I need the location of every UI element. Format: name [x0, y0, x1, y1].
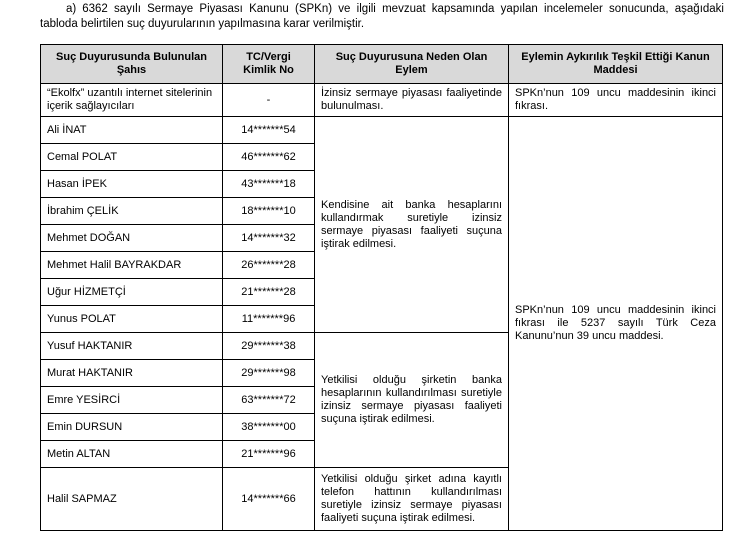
person-name: Mehmet DOĞAN: [41, 225, 223, 252]
header-action: Suç Duyurusuna Neden Olan Eylem: [315, 45, 509, 84]
person-id: 46*******62: [223, 144, 315, 171]
person-name: Metin ALTAN: [41, 441, 223, 468]
person-name: Ali İNAT: [41, 117, 223, 144]
person-id: 18*******10: [223, 198, 315, 225]
header-id: TC/Vergi Kimlik No: [223, 45, 315, 84]
action-cell: Yetkilisi olduğu şirket adına kayıtlı telefon hattının kullandırılması suretiyle izinsiz sermaye piyasası faaliyeti suçuna iştirak edilmesi.: [315, 468, 509, 531]
person-name: Mehmet Halil BAYRAKDAR: [41, 252, 223, 279]
person-id: 14*******54: [223, 117, 315, 144]
table-header-row: [41, 45, 723, 84]
person-name: Emin DURSUN: [41, 414, 223, 441]
person-id: 21*******96: [223, 441, 315, 468]
person-id: 14*******32: [223, 225, 315, 252]
action-cell: Yetkilisi olduğu şirketin banka hesaplarının kullandırılması suretiyle izinsiz sermaye piyasası faaliyeti suçuna iştirak edilmesi.: [315, 333, 509, 468]
person-id: 11*******96: [223, 306, 315, 333]
person-name: Uğur HİZMETÇİ: [41, 279, 223, 306]
person-id: 29*******38: [223, 333, 315, 360]
intro-text: 6362 sayılı Sermaye Piyasası Kanunu (SPKn) ve ilgili mevzuat kapsamında yapılan incelemeler sonucunda, aşağıdaki tabloda belirtilen suç duyurularının yapılmasına karar verilmiştir.: [40, 3, 724, 30]
person-id: 29*******98: [223, 360, 315, 387]
intro-paragraph: [40, 2, 724, 32]
action-cell: İzinsiz sermaye piyasası faaliyetinde bulunulması.: [315, 84, 509, 117]
person-name: Halil SAPMAZ: [41, 468, 223, 531]
person-name: “Ekolfx” uzantılı internet sitelerinin içerik sağlayıcıları: [41, 84, 223, 117]
header-law: Eylemin Aykırılık Teşkil Ettiği Kanun Maddesi: [509, 45, 723, 84]
person-name: Emre YESİRCİ: [41, 387, 223, 414]
person-name: İbrahim ÇELİK: [41, 198, 223, 225]
person-name: Hasan İPEK: [41, 171, 223, 198]
person-id: -: [223, 84, 315, 117]
person-id: 43*******18: [223, 171, 315, 198]
person-id: 14*******66: [223, 468, 315, 531]
person-name: Cemal POLAT: [41, 144, 223, 171]
header-person: Suç Duyurusunda Bulunulan Şahıs: [41, 45, 223, 84]
intro-label: a): [66, 3, 77, 15]
person-id: 38*******00: [223, 414, 315, 441]
person-name: Murat HAKTANIR: [41, 360, 223, 387]
person-id: 21*******28: [223, 279, 315, 306]
law-cell: SPKn’nun 109 uncu maddesinin ikinci fıkrası.: [509, 84, 723, 117]
criminal-complaints-table: [40, 44, 723, 531]
table-row: [41, 84, 723, 117]
law-cell: SPKn’nun 109 uncu maddesinin ikinci fıkrası ile 5237 sayılı Türk Ceza Kanunu’nun 39 uncu maddesi.: [509, 117, 723, 531]
action-cell: Kendisine ait banka hesaplarını kullandırmak suretiyle izinsiz sermaye piyasası faaliyeti suçuna iştirak edilmesi.: [315, 117, 509, 333]
table-row: [41, 117, 723, 144]
person-name: Yusuf HAKTANIR: [41, 333, 223, 360]
person-id: 63*******72: [223, 387, 315, 414]
person-id: 26*******28: [223, 252, 315, 279]
person-name: Yunus POLAT: [41, 306, 223, 333]
